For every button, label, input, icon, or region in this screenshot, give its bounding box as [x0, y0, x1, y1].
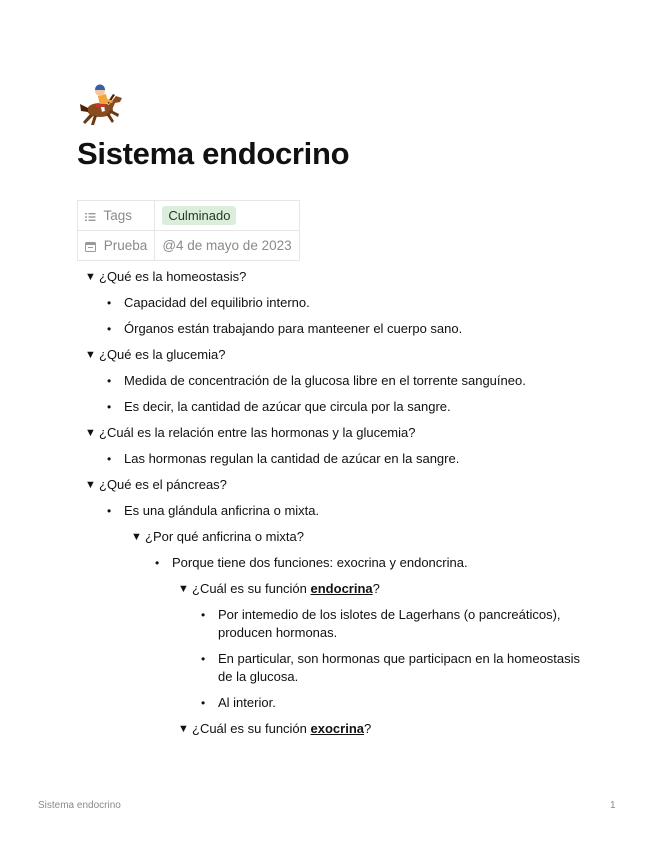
toggle-triangle-icon[interactable]: ▼: [85, 271, 96, 283]
property-row-tags: [78, 201, 300, 231]
status-tag[interactable]: Culminado: [162, 206, 236, 225]
horse-racing-icon: [78, 84, 126, 128]
bullet-icon: •: [107, 374, 112, 388]
bullet-icon: •: [107, 400, 112, 414]
page-content: [85, 268, 585, 746]
list-item: • Es una glándula anficrina o mixta.: [107, 503, 320, 518]
properties-table: [77, 200, 300, 261]
property-name-tags: Tags: [78, 201, 155, 231]
list-item: • Por intemedio de los islotes de Lagerhans (o pancreáticos), producen hormonas.: [201, 607, 561, 640]
bullet-icon: •: [107, 504, 112, 518]
toggle-triangle-icon[interactable]: ▼: [85, 479, 96, 491]
toggle-pancreas[interactable]: ▼ ¿Qué es el páncreas?: [85, 477, 227, 492]
list-item: • Las hormonas regulan la cantidad de azúcar en la sangre.: [107, 451, 460, 466]
list-item: • Al interior.: [201, 695, 276, 710]
page-title: Sistema endocrino: [77, 136, 350, 171]
toggle-triangle-icon[interactable]: ▼: [131, 531, 142, 543]
toggle-funcion-endocrina[interactable]: ▼ ¿Cuál es su función endocrina?: [178, 581, 380, 596]
toggle-glucemia[interactable]: ▼ ¿Qué es la glucemia?: [85, 347, 226, 362]
toggle-relacion[interactable]: ▼ ¿Cuál es la relación entre las hormonas y la glucemia?: [85, 425, 416, 440]
toggle-funcion-exocrina[interactable]: ▼ ¿Cuál es su función exocrina?: [178, 721, 372, 736]
list-item: • Capacidad del equilibrio interno.: [107, 295, 310, 310]
list-item: • Es decir, la cantidad de azúcar que circula por la sangre.: [107, 399, 451, 414]
toggle-triangle-icon[interactable]: ▼: [178, 723, 189, 735]
bullet-icon: •: [107, 452, 112, 466]
property-value-tags[interactable]: [155, 201, 299, 231]
list-item: • Órganos están trabajando para manteener el cuerpo sano.: [107, 321, 463, 336]
list-item: • Porque tiene dos funciones: exocrina y endoncrina.: [155, 555, 468, 570]
bullet-icon: •: [107, 322, 112, 336]
list-item: • En particular, son hormonas que participacn en la homeostasis de la glucosa.: [201, 651, 581, 684]
toggle-triangle-icon[interactable]: ▼: [85, 427, 96, 439]
emphasis-exocrina: exocrina: [310, 721, 364, 736]
property-value-prueba[interactable]: @4 de mayo de 2023: [155, 231, 299, 261]
list-icon: [85, 208, 104, 223]
bullet-icon: •: [155, 556, 160, 570]
page-number: 1: [610, 800, 616, 811]
calendar-icon: [85, 238, 104, 253]
emphasis-endocrina: endocrina: [310, 581, 373, 596]
bullet-icon: •: [201, 696, 206, 710]
bullet-icon: •: [107, 296, 112, 310]
toggle-triangle-icon[interactable]: ▼: [85, 349, 96, 361]
toggle-homeostasis[interactable]: ▼ ¿Qué es la homeostasis?: [85, 269, 247, 284]
bullet-icon: •: [201, 652, 206, 666]
footer-title: Sistema endocrino: [38, 800, 121, 811]
property-row-prueba: [78, 231, 300, 261]
property-name-prueba: Prueba: [78, 231, 155, 261]
toggle-anficrina[interactable]: ▼ ¿Por qué anficrina o mixta?: [131, 529, 304, 544]
toggle-triangle-icon[interactable]: ▼: [178, 583, 189, 595]
bullet-icon: •: [201, 608, 206, 622]
list-item: • Medida de concentración de la glucosa libre en el torrente sanguíneo.: [107, 373, 526, 388]
